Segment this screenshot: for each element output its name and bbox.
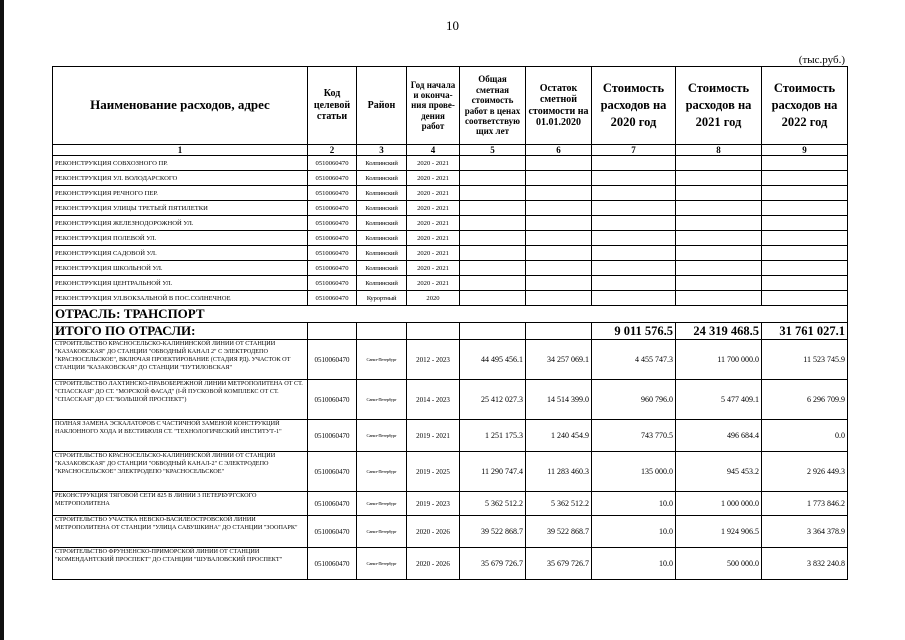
table-row [53,548,848,580]
empty-cell [526,276,592,291]
expense-name: СТРОИТЕЛЬСТВО КРАСНОСЕЛЬСКО-КАЛИНИНСКОЙ ЛИНИИ ОТ СТАНЦИИ "КАЗАКОВСКАЯ" ДО СТАНЦИИ "ОБВОДНЫЙ КАНАЛ 2" С ЭЛЕКТРОДЕПО "КРАСНОСЕЛЬСКОЕ", ВКЛЮЧАЯ ПРОЕКТИРОВАНИЕ (СТАДИЯ РД). УЧАСТОК ОТ СТАНЦИИ "КАЗАКОВСКАЯ" ДО СТАНЦИИ "ПУТИЛОВСКАЯ" [53,340,308,380]
empty-cell [592,156,676,171]
table-row [53,216,848,231]
column-number: 1 [53,145,308,156]
work-years: 2014 - 2023 [407,380,460,420]
work-years: 2020 - 2021 [407,231,460,246]
cost-2021: 945 453.2 [676,452,762,492]
work-years: 2020 - 2021 [407,156,460,171]
empty-cell [460,276,526,291]
expense-name: РЕКОНСТРУКЦИЯ УЛ. ВОЛОДАРСКОГО [53,171,308,186]
empty-cell [762,156,848,171]
empty-cell [460,171,526,186]
empty-cell [526,201,592,216]
empty-cell [526,186,592,201]
target-code: 0510060470 [308,492,357,516]
total-label: ИТОГО ПО ОТРАСЛИ: [53,323,308,340]
district: Колпинский [357,246,407,261]
column-number: 8 [676,145,762,156]
target-code: 0510060470 [308,291,357,306]
empty-cell [592,201,676,216]
empty-cell [526,261,592,276]
cost-2022: 2 926 449.3 [762,452,848,492]
empty-cell [526,171,592,186]
work-years: 2019 - 2025 [407,452,460,492]
empty-cell [592,231,676,246]
target-code: 0510060470 [308,246,357,261]
expense-name: РЕКОНСТРУКЦИЯ ТЯГОВОЙ СЕТИ 825 В ЛИНИИ 3 ПЕТЕРБУРГСКОГО МЕТРОПОЛИТЕНА [53,492,308,516]
work-years: 2012 - 2023 [407,340,460,380]
work-years: 2020 - 2021 [407,171,460,186]
cost-2022: 3 364 378.9 [762,516,848,548]
header-cost-2021: Стоимость расходов на 2021 год [676,67,762,145]
total-estimate: 1 251 175.3 [460,420,526,452]
work-years: 2020 - 2021 [407,186,460,201]
table-row [53,156,848,171]
work-years: 2020 - 2021 [407,216,460,231]
table-row [53,492,848,516]
header-cost-2020: Стоимость расходов на 2020 год [592,67,676,145]
empty-cell [676,276,762,291]
expense-name: РЕКОНСТРУКЦИЯ УЛИЦЫ ТРЕТЬЕЙ ПЯТИЛЕТКИ [53,201,308,216]
work-years: 2020 - 2026 [407,548,460,580]
table-row [53,291,848,306]
empty-cell [676,201,762,216]
cost-2021: 11 700 000.0 [676,340,762,380]
column-number: 2 [308,145,357,156]
target-code: 0510060470 [308,340,357,380]
table-row [53,380,848,420]
empty-cell [676,291,762,306]
expense-name: СТРОИТЕЛЬСТВО УЧАСТКА НЕВСКО-ВАСИЛЕОСТРОВСКОЙ ЛИНИИ МЕТРОПОЛИТЕНА ОТ СТАНЦИИ "УЛИЦА САВУШКИНА" ДО СТАНЦИИ "ЗООПАРК" [53,516,308,548]
estimate-remainder: 14 514 399.0 [526,380,592,420]
header-estimate: Общая сметная стоимость работ в ценах соответствую щих лет [460,67,526,145]
district: Колпинский [357,261,407,276]
cost-2021: 1 000 000.0 [676,492,762,516]
estimate-remainder: 34 257 069.1 [526,340,592,380]
district: Колпинский [357,171,407,186]
target-code: 0510060470 [308,420,357,452]
district: Санкт-Петербург [357,548,407,580]
district: Санкт-Петербург [357,420,407,452]
district: Санкт-Петербург [357,452,407,492]
estimate-remainder: 1 240 454.9 [526,420,592,452]
table-row [53,231,848,246]
column-number: 3 [357,145,407,156]
expense-name: СТРОИТЕЛЬСТВО ЛАХТИНСКО-ПРАВОБЕРЕЖНОЙ ЛИНИИ МЕТРОПОЛИТЕНА ОТ СТ. "СПАССКАЯ" ДО СТ. "МОРСКОЙ ФАСАД" (I-Й ПУСКОВОЙ КОМПЛЕКС ОТ СТ. "СПАССКАЯ" ДО СТ."БОЛЬШОЙ ПРОСПЕКТ") [53,380,308,420]
cost-2020: 10.0 [592,548,676,580]
target-code: 0510060470 [308,452,357,492]
target-code: 0510060470 [308,276,357,291]
empty-cell [676,246,762,261]
work-years: 2019 - 2021 [407,420,460,452]
work-years: 2020 [407,291,460,306]
target-code: 0510060470 [308,186,357,201]
target-code: 0510060470 [308,156,357,171]
target-code: 0510060470 [308,548,357,580]
district: Колпинский [357,216,407,231]
table-row [53,420,848,452]
empty-cell [460,291,526,306]
cost-2021: 1 924 906.5 [676,516,762,548]
district: Санкт-Петербург [357,516,407,548]
cost-2022: 1 773 846.2 [762,492,848,516]
district: Курортный [357,291,407,306]
district: Колпинский [357,231,407,246]
empty-cell [526,156,592,171]
header-region: Район [357,67,407,145]
table-row [53,340,848,380]
empty-cell [762,216,848,231]
district: Колпинский [357,276,407,291]
target-code: 0510060470 [308,216,357,231]
empty-cell [460,231,526,246]
empty-cell [460,323,526,340]
column-number-row [53,145,848,156]
empty-cell [592,291,676,306]
cost-2022: 11 523 745.9 [762,340,848,380]
empty-cell [592,276,676,291]
cost-2022: 3 832 240.8 [762,548,848,580]
target-code: 0510060470 [308,380,357,420]
work-years: 2020 - 2021 [407,276,460,291]
total-2022: 31 761 027.1 [762,323,848,340]
empty-cell [526,323,592,340]
empty-cell [762,171,848,186]
estimate-remainder: 39 522 868.7 [526,516,592,548]
district: Санкт-Петербург [357,380,407,420]
empty-cell [592,171,676,186]
column-number: 6 [526,145,592,156]
table-row [53,276,848,291]
work-years: 2020 - 2021 [407,246,460,261]
total-2021: 24 319 468.5 [676,323,762,340]
estimate-remainder: 5 362 512.2 [526,492,592,516]
column-number: 4 [407,145,460,156]
cost-2020: 4 455 747.3 [592,340,676,380]
empty-cell [676,171,762,186]
total-estimate: 11 290 747.4 [460,452,526,492]
empty-cell [526,216,592,231]
units-label: (тыс.руб.) [798,54,845,66]
district: Санкт-Петербург [357,340,407,380]
total-estimate: 39 522 868.7 [460,516,526,548]
cost-2021: 5 477 409.1 [676,380,762,420]
empty-cell [592,246,676,261]
target-code: 0510060470 [308,201,357,216]
target-code: 0510060470 [308,261,357,276]
empty-cell [676,216,762,231]
work-years: 2020 - 2021 [407,201,460,216]
cost-2022: 0.0 [762,420,848,452]
empty-cell [592,261,676,276]
table-row [53,246,848,261]
expense-name: РЕКОНСТРУКЦИЯ ЖЕЛЕЗНОДОРОЖНОЙ УЛ. [53,216,308,231]
empty-cell [407,323,460,340]
column-number: 5 [460,145,526,156]
total-estimate: 5 362 512.2 [460,492,526,516]
expense-name: СТРОИТЕЛЬСТВО ФРУНЗЕНСКО-ПРИМОРСКОЙ ЛИНИИ ОТ СТАНЦИИ "КОМЕНДАНТСКИЙ ПРОСПЕКТ" ДО СТАНЦИИ "ШУВАЛОВСКИЙ ПРОСПЕКТ" [53,548,308,580]
header-remainder: Остаток сметной стоимости на 01.01.2020 [526,67,592,145]
cost-2021: 500 000.0 [676,548,762,580]
empty-cell [762,291,848,306]
empty-cell [460,246,526,261]
empty-cell [676,186,762,201]
empty-cell [762,276,848,291]
empty-cell [676,231,762,246]
empty-cell [526,231,592,246]
expense-name: СТРОИТЕЛЬСТВО КРАСНОСЕЛЬСКО-КАЛИНИНСКОЙ ЛИНИИ ОТ СТАНЦИИ "КАЗАКОВСКАЯ" ДО СТАНЦИИ "ОБВОДНЫЙ КАНАЛ-2" С ЭЛЕКТРОДЕПО "КРАСНОСЕЛЬСКОЕ" ЭЛЕКТРОДЕПО "КРАСНОСЕЛЬСКОЕ" [53,452,308,492]
target-code: 0510060470 [308,516,357,548]
cost-2021: 496 684.4 [676,420,762,452]
estimate-remainder: 35 679 726.7 [526,548,592,580]
table-body [53,145,848,580]
table-row [53,516,848,548]
header-years: Год начала и оконча-ния прове-дения работ [407,67,460,145]
empty-cell [460,261,526,276]
table-row [53,452,848,492]
header-row [53,67,848,145]
expense-name: РЕКОНСТРУКЦИЯ ЦЕНТРАЛЬНОЙ УЛ. [53,276,308,291]
expense-name: РЕКОНСТРУКЦИЯ РЕЧНОГО ПЕР. [53,186,308,201]
cost-2020: 743 770.5 [592,420,676,452]
estimate-remainder: 11 283 460.3 [526,452,592,492]
district: Санкт-Петербург [357,492,407,516]
district: Колпинский [357,156,407,171]
header-code: Код целевой статьи [308,67,357,145]
total-estimate: 25 412 027.3 [460,380,526,420]
expense-name: РЕКОНСТРУКЦИЯ УЛ.ВОКЗАЛЬНОЙ В ПОС.СОЛНЕЧНОЕ [53,291,308,306]
empty-cell [526,291,592,306]
column-number: 7 [592,145,676,156]
expense-name: РЕКОНСТРУКЦИЯ СОВХОЗНОГО ПР. [53,156,308,171]
budget-table [52,66,848,580]
expense-name: ПОЛНАЯ ЗАМЕНА ЭСКАЛАТОРОВ С ЧАСТИЧНОЙ ЗАМЕНОЙ КОНСТРУКЦИЙ НАКЛОННОГО ХОДА И ВЕСТИБЮЛЯ СТ. "ТЕХНОЛОГИЧЕСКИЙ ИНСТИТУТ-1" [53,420,308,452]
cost-2022: 6 296 709.9 [762,380,848,420]
empty-cell [762,261,848,276]
district: Колпинский [357,186,407,201]
scan-edge [0,0,4,640]
section-row [53,306,848,323]
section-title: ОТРАСЛЬ: ТРАНСПОРТ [53,306,848,323]
work-years: 2020 - 2026 [407,516,460,548]
expense-name: РЕКОНСТРУКЦИЯ ПОЛЕВОЙ УЛ. [53,231,308,246]
table-row [53,201,848,216]
district: Колпинский [357,201,407,216]
page-number: 10 [446,18,459,33]
header-name: Наименование расходов, адрес [53,67,308,145]
target-code: 0510060470 [308,231,357,246]
cost-2020: 135 000.0 [592,452,676,492]
empty-cell [526,246,592,261]
empty-cell [592,186,676,201]
work-years: 2019 - 2023 [407,492,460,516]
table-row [53,261,848,276]
cost-2020: 10.0 [592,492,676,516]
empty-cell [762,201,848,216]
table-row [53,186,848,201]
total-estimate: 35 679 726.7 [460,548,526,580]
empty-cell [460,201,526,216]
empty-cell [460,216,526,231]
total-estimate: 44 495 456.1 [460,340,526,380]
empty-cell [308,323,357,340]
work-years: 2020 - 2021 [407,261,460,276]
empty-cell [762,246,848,261]
empty-cell [676,261,762,276]
expense-name: РЕКОНСТРУКЦИЯ ШКОЛЬНОЙ УЛ. [53,261,308,276]
header-cost-2022: Стоимость расходов на 2022 год [762,67,848,145]
empty-cell [762,186,848,201]
empty-cell [762,231,848,246]
empty-cell [460,156,526,171]
column-number: 9 [762,145,848,156]
empty-cell [592,216,676,231]
empty-cell [357,323,407,340]
total-2020: 9 011 576.5 [592,323,676,340]
cost-2020: 10.0 [592,516,676,548]
expense-name: РЕКОНСТРУКЦИЯ САДОВОЙ УЛ. [53,246,308,261]
total-row [53,323,848,340]
cost-2020: 960 796.0 [592,380,676,420]
table-row [53,171,848,186]
target-code: 0510060470 [308,171,357,186]
empty-cell [460,186,526,201]
empty-cell [676,156,762,171]
